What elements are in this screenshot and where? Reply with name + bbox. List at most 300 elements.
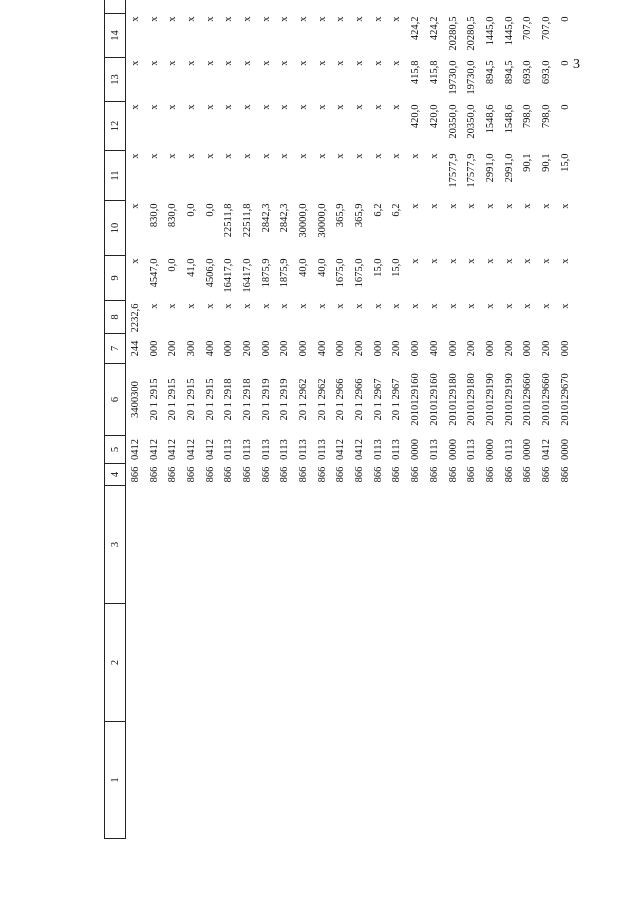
table-cell-col-15 bbox=[406, 0, 425, 14]
table-row bbox=[425, 0, 444, 839]
table-cell-col-1 bbox=[350, 722, 369, 839]
table-cell-col-1 bbox=[369, 722, 388, 839]
table-cell-col-1 bbox=[257, 722, 276, 839]
table-cell-col-5: 0113 bbox=[391, 439, 403, 460]
table-cell-col-14: x bbox=[223, 16, 235, 22]
table-body bbox=[126, 0, 575, 839]
table-cell-col-11: x bbox=[298, 153, 310, 159]
table-cell-col-5: 0113 bbox=[279, 439, 291, 460]
table-cell-col-8: x bbox=[540, 303, 552, 309]
table-cell-col-1 bbox=[182, 722, 201, 839]
table-cell-col-15 bbox=[163, 0, 182, 14]
table-cell-col-2 bbox=[369, 604, 388, 722]
table-cell-col-9: 15,0 bbox=[391, 258, 403, 277]
table-cell-col-2 bbox=[257, 604, 276, 722]
table-cell-col-9: 1875,9 bbox=[279, 258, 291, 288]
table-cell-col-4: 866 bbox=[167, 466, 179, 483]
table-cell-col-12: 1548,6 bbox=[484, 104, 496, 134]
table-cell-col-8: x bbox=[204, 303, 216, 309]
table-cell-col-15 bbox=[219, 0, 238, 14]
table-cell-col-10: 830,0 bbox=[148, 203, 160, 228]
rotated-table-container bbox=[104, 16, 574, 839]
table-cell-col-13: x bbox=[372, 60, 384, 66]
table-row bbox=[518, 0, 537, 839]
table-cell-col-7: 200 bbox=[167, 340, 179, 357]
table-cell-col-15 bbox=[257, 0, 276, 14]
table-cell-col-10: 365,9 bbox=[354, 203, 366, 228]
table-cell-col-14: 1445,0 bbox=[503, 16, 515, 46]
table-cell-col-12: x bbox=[391, 104, 403, 110]
table-cell-col-8: x bbox=[260, 303, 272, 309]
column-header-6: 6 bbox=[105, 364, 126, 436]
table-cell-col-15 bbox=[388, 0, 407, 14]
table-cell-col-7: 000 bbox=[447, 340, 459, 357]
table-cell-col-5: 0113 bbox=[260, 439, 272, 460]
table-cell-col-4: 866 bbox=[484, 466, 496, 483]
table-cell-col-11: x bbox=[316, 153, 328, 159]
table-cell-col-8: x bbox=[466, 303, 478, 309]
table-cell-col-14: x bbox=[241, 16, 253, 22]
table-cell-col-12: x bbox=[279, 104, 291, 110]
table-cell-col-1 bbox=[518, 722, 537, 839]
table-cell-col-5: 0113 bbox=[466, 439, 478, 460]
table-cell-col-6: 2010129660 bbox=[540, 373, 552, 426]
table-cell-col-11: 17577,9 bbox=[447, 153, 459, 188]
table-cell-col-14: x bbox=[279, 16, 291, 22]
table-cell-col-6: 20 1 2966 bbox=[354, 378, 366, 421]
table-cell-col-3 bbox=[350, 486, 369, 604]
table-cell-col-6: 3400300 bbox=[129, 381, 141, 418]
table-cell-col-1 bbox=[294, 722, 313, 839]
table-cell-col-4: 866 bbox=[129, 466, 141, 483]
table-cell-col-14: x bbox=[316, 16, 328, 22]
table-cell-col-13: x bbox=[223, 60, 235, 66]
table-cell-col-12: 1548,6 bbox=[503, 104, 515, 134]
table-cell-col-10: x bbox=[484, 203, 496, 209]
table-cell-col-1 bbox=[425, 722, 444, 839]
table-cell-col-13: x bbox=[167, 60, 179, 66]
table-cell-col-2 bbox=[294, 604, 313, 722]
table-cell-col-4: 866 bbox=[410, 466, 422, 483]
table-cell-col-14: x bbox=[185, 16, 197, 22]
table-cell-col-5: 0412 bbox=[204, 439, 216, 460]
table-cell-col-7: 000 bbox=[335, 340, 347, 357]
table-cell-col-8: x bbox=[522, 303, 534, 309]
table-cell-col-6: 20 1 2918 bbox=[223, 378, 235, 421]
table-cell-col-8: x bbox=[167, 303, 179, 309]
table-cell-col-4: 866 bbox=[391, 466, 403, 483]
table-cell-col-3 bbox=[332, 486, 351, 604]
table-cell-col-2 bbox=[462, 604, 481, 722]
table-cell-col-9: 41,0 bbox=[185, 258, 197, 277]
table-cell-col-4: 866 bbox=[185, 466, 197, 483]
table-cell-col-1 bbox=[500, 722, 519, 839]
table-cell-col-1 bbox=[238, 722, 257, 839]
table-row bbox=[537, 0, 556, 839]
table-cell-col-10: 0,0 bbox=[204, 203, 216, 217]
table-cell-col-13: 415,8 bbox=[410, 60, 422, 85]
table-cell-col-14: x bbox=[391, 16, 403, 22]
table-cell-col-2 bbox=[481, 604, 500, 722]
table-cell-col-5: 0113 bbox=[428, 439, 440, 460]
table-cell-col-3 bbox=[238, 486, 257, 604]
table-cell-col-15 bbox=[500, 0, 519, 14]
table-cell-col-13: x bbox=[316, 60, 328, 66]
table-cell-col-3 bbox=[257, 486, 276, 604]
table-cell-col-12: 20350,0 bbox=[447, 104, 459, 139]
table-cell-col-3 bbox=[406, 486, 425, 604]
table-cell-col-8: x bbox=[241, 303, 253, 309]
table-cell-col-6: 20 1 2967 bbox=[372, 378, 384, 421]
table-cell-col-7: 200 bbox=[466, 340, 478, 357]
column-header-7: 7 bbox=[105, 334, 126, 364]
table-cell-col-2 bbox=[145, 604, 164, 722]
table-cell-col-1 bbox=[332, 722, 351, 839]
table-row bbox=[332, 0, 351, 839]
table-cell-col-1 bbox=[462, 722, 481, 839]
table-cell-col-11: 90,1 bbox=[522, 153, 534, 172]
table-cell-col-9: x bbox=[503, 258, 515, 264]
table-row bbox=[294, 0, 313, 839]
column-header-2: 2 bbox=[105, 604, 126, 722]
table-cell-col-13: x bbox=[148, 60, 160, 66]
table-cell-col-9: x bbox=[559, 258, 571, 264]
table-row bbox=[145, 0, 164, 839]
table-cell-col-14: 20280,5 bbox=[447, 16, 459, 51]
table-cell-col-8: x bbox=[391, 303, 403, 309]
table-cell-col-1 bbox=[219, 722, 238, 839]
table-cell-col-7: 400 bbox=[316, 340, 328, 357]
table-cell-col-14: x bbox=[335, 16, 347, 22]
table-cell-col-10: x bbox=[522, 203, 534, 209]
table-cell-col-2 bbox=[182, 604, 201, 722]
table-cell-col-14: x bbox=[354, 16, 366, 22]
table-cell-col-15 bbox=[444, 0, 463, 14]
table-cell-col-3 bbox=[219, 486, 238, 604]
table-cell-col-10: x bbox=[540, 203, 552, 209]
table-cell-col-7: 400 bbox=[428, 340, 440, 357]
table-cell-col-13: x bbox=[241, 60, 253, 66]
table-cell-col-11: x bbox=[241, 153, 253, 159]
table-cell-col-10: x bbox=[559, 203, 571, 209]
table-cell-col-13: x bbox=[279, 60, 291, 66]
table-cell-col-12: x bbox=[298, 104, 310, 110]
table-cell-col-8: x bbox=[354, 303, 366, 309]
table-cell-col-12: x bbox=[316, 104, 328, 110]
table-cell-col-12: x bbox=[223, 104, 235, 110]
table-cell-col-10: 6,2 bbox=[372, 203, 384, 217]
table-cell-col-14: 1445,0 bbox=[484, 16, 496, 46]
table-cell-col-9: x bbox=[428, 258, 440, 264]
table-cell-col-15 bbox=[145, 0, 164, 14]
table-cell-col-7: 000 bbox=[260, 340, 272, 357]
table-cell-col-5: 0113 bbox=[316, 439, 328, 460]
table-cell-col-11: x bbox=[391, 153, 403, 159]
table-cell-col-6: 2010129180 bbox=[447, 373, 459, 426]
table-cell-col-3 bbox=[388, 486, 407, 604]
table-cell-col-6: 20 1 2962 bbox=[298, 378, 310, 421]
table-cell-col-11: x bbox=[204, 153, 216, 159]
table-cell-col-13: 415,8 bbox=[428, 60, 440, 85]
table-cell-col-8: x bbox=[372, 303, 384, 309]
table-row bbox=[313, 0, 332, 839]
table-cell-col-8: 2232,6 bbox=[129, 303, 141, 333]
table-row bbox=[219, 0, 238, 839]
table-cell-col-3 bbox=[556, 486, 575, 604]
table-cell-col-3 bbox=[444, 486, 463, 604]
table-cell-col-13: 19730,0 bbox=[447, 60, 459, 95]
column-header-14: 14 bbox=[105, 14, 126, 58]
table-cell-col-12: 20350,0 bbox=[466, 104, 478, 139]
table-cell-col-9: x bbox=[129, 258, 141, 264]
table-cell-col-2 bbox=[163, 604, 182, 722]
table-cell-col-11: x bbox=[167, 153, 179, 159]
table-cell-col-2 bbox=[556, 604, 575, 722]
table-cell-col-1 bbox=[537, 722, 556, 839]
table-cell-col-4: 866 bbox=[447, 466, 459, 483]
table-cell-col-15 bbox=[126, 0, 145, 14]
table-cell-col-7: 000 bbox=[484, 340, 496, 357]
table-cell-col-6: 20 1 2915 bbox=[148, 378, 160, 421]
table-cell-col-12: 798,0 bbox=[522, 104, 534, 129]
table-cell-col-15 bbox=[350, 0, 369, 14]
table-cell-col-11: x bbox=[372, 153, 384, 159]
table-cell-col-9: x bbox=[410, 258, 422, 264]
table-row bbox=[388, 0, 407, 839]
table-cell-col-12: x bbox=[260, 104, 272, 110]
table-cell-col-1 bbox=[388, 722, 407, 839]
table-cell-col-14: 707,0 bbox=[540, 16, 552, 41]
table-cell-col-11: x bbox=[410, 153, 422, 159]
table-cell-col-13: 894,5 bbox=[503, 60, 515, 85]
table-cell-col-15 bbox=[556, 0, 575, 14]
table-cell-col-10: x bbox=[428, 203, 440, 209]
table-cell-col-11: x bbox=[335, 153, 347, 159]
table-cell-col-3 bbox=[163, 486, 182, 604]
table-cell-col-12: x bbox=[372, 104, 384, 110]
page-number: 3 bbox=[573, 57, 580, 72]
table-cell-col-3 bbox=[313, 486, 332, 604]
table-cell-col-3 bbox=[201, 486, 220, 604]
table-cell-col-8: x bbox=[298, 303, 310, 309]
table-cell-col-4: 866 bbox=[279, 466, 291, 483]
column-header-12: 12 bbox=[105, 102, 126, 151]
table-cell-col-11: 17577,9 bbox=[466, 153, 478, 188]
table-cell-col-6: 20 1 2966 bbox=[335, 378, 347, 421]
table-cell-col-9: 16417,0 bbox=[223, 258, 235, 293]
table-cell-col-6: 20 1 2915 bbox=[185, 378, 197, 421]
table-cell-col-15 bbox=[425, 0, 444, 14]
table-cell-col-8: x bbox=[223, 303, 235, 309]
column-header-15 bbox=[105, 0, 126, 14]
table-cell-col-13: 19730,0 bbox=[466, 60, 478, 95]
column-header-10: 10 bbox=[105, 201, 126, 256]
table-cell-col-14: 20280,5 bbox=[466, 16, 478, 51]
table-cell-col-9: 40,0 bbox=[298, 258, 310, 277]
table-cell-col-4: 866 bbox=[428, 466, 440, 483]
table-cell-col-8: x bbox=[316, 303, 328, 309]
table-cell-col-2 bbox=[350, 604, 369, 722]
column-header-11: 11 bbox=[105, 151, 126, 201]
table-cell-col-12: 420,0 bbox=[428, 104, 440, 129]
table-cell-col-12: x bbox=[185, 104, 197, 110]
table-cell-col-14: x bbox=[260, 16, 272, 22]
table-cell-col-7: 200 bbox=[241, 340, 253, 357]
table-cell-col-2 bbox=[518, 604, 537, 722]
table-cell-col-9: x bbox=[540, 258, 552, 264]
table-cell-col-9: 1675,0 bbox=[354, 258, 366, 288]
table-cell-col-9: 4506,0 bbox=[204, 258, 216, 288]
table-cell-col-3 bbox=[518, 486, 537, 604]
table-cell-col-5: 0113 bbox=[372, 439, 384, 460]
table-cell-col-9: 40,0 bbox=[316, 258, 328, 277]
table-cell-col-12: 798,0 bbox=[540, 104, 552, 129]
table-cell-col-7: 200 bbox=[503, 340, 515, 357]
table-cell-col-7: 000 bbox=[410, 340, 422, 357]
column-header-13: 13 bbox=[105, 58, 126, 102]
table-cell-col-7: 000 bbox=[522, 340, 534, 357]
table-cell-col-8: x bbox=[503, 303, 515, 309]
table-cell-col-1 bbox=[444, 722, 463, 839]
table-cell-col-4: 866 bbox=[335, 466, 347, 483]
table-cell-col-13: x bbox=[391, 60, 403, 66]
table-cell-col-4: 866 bbox=[298, 466, 310, 483]
table-cell-col-5: 0000 bbox=[522, 439, 534, 460]
table-cell-col-13: x bbox=[204, 60, 216, 66]
table-cell-col-4: 866 bbox=[148, 466, 160, 483]
table-row bbox=[201, 0, 220, 839]
table-cell-col-4: 866 bbox=[522, 466, 534, 483]
table-cell-col-5: 0113 bbox=[223, 439, 235, 460]
table-cell-col-2 bbox=[276, 604, 295, 722]
table-cell-col-9: 0,0 bbox=[167, 258, 179, 272]
table-cell-col-7: 000 bbox=[372, 340, 384, 357]
table-cell-col-15 bbox=[537, 0, 556, 14]
table-row bbox=[481, 0, 500, 839]
table-cell-col-9: x bbox=[447, 258, 459, 264]
table-cell-col-14: x bbox=[204, 16, 216, 22]
table-row bbox=[350, 0, 369, 839]
table-cell-col-2 bbox=[201, 604, 220, 722]
table-cell-col-9: 1875,9 bbox=[260, 258, 272, 288]
table-cell-col-3 bbox=[182, 486, 201, 604]
table-cell-col-3 bbox=[481, 486, 500, 604]
table-cell-col-4: 866 bbox=[260, 466, 272, 483]
table-cell-col-13: x bbox=[129, 60, 141, 66]
table-cell-col-7: 300 bbox=[185, 340, 197, 357]
table-cell-col-2 bbox=[126, 604, 145, 722]
table-cell-col-7: 000 bbox=[298, 340, 310, 357]
table-cell-col-10: 2842,3 bbox=[260, 203, 272, 233]
table-cell-col-4: 866 bbox=[372, 466, 384, 483]
table-cell-col-3 bbox=[500, 486, 519, 604]
table-cell-col-5: 0412 bbox=[185, 439, 197, 460]
table-cell-col-10: 830,0 bbox=[167, 203, 179, 228]
table-cell-col-4: 866 bbox=[204, 466, 216, 483]
table-cell-col-12: x bbox=[204, 104, 216, 110]
table-cell-col-2 bbox=[444, 604, 463, 722]
column-header-4: 4 bbox=[105, 464, 126, 486]
table-cell-col-6: 20 1 2915 bbox=[204, 378, 216, 421]
table-cell-col-2 bbox=[537, 604, 556, 722]
table-cell-col-2 bbox=[388, 604, 407, 722]
table-cell-col-6: 2010129190 bbox=[484, 373, 496, 426]
table-cell-col-15 bbox=[369, 0, 388, 14]
table-cell-col-15 bbox=[332, 0, 351, 14]
table-cell-col-10: 0,0 bbox=[185, 203, 197, 217]
table-cell-col-6: 20 1 2915 bbox=[167, 378, 179, 421]
table-cell-col-10: x bbox=[466, 203, 478, 209]
table-cell-col-11: x bbox=[279, 153, 291, 159]
table-cell-col-1 bbox=[145, 722, 164, 839]
table-row bbox=[462, 0, 481, 839]
table-cell-col-12: 0 bbox=[559, 104, 571, 110]
table-row bbox=[500, 0, 519, 839]
table-cell-col-4: 866 bbox=[540, 466, 552, 483]
table-cell-col-11: 2991,0 bbox=[484, 153, 496, 183]
table-cell-col-1 bbox=[313, 722, 332, 839]
table-cell-col-8: x bbox=[335, 303, 347, 309]
table-cell-col-2 bbox=[332, 604, 351, 722]
table-row bbox=[444, 0, 463, 839]
table-cell-col-4: 866 bbox=[559, 466, 571, 483]
table-cell-col-5: 0412 bbox=[148, 439, 160, 460]
table-cell-col-10: x bbox=[410, 203, 422, 209]
table-cell-col-11: 2991,0 bbox=[503, 153, 515, 183]
table-cell-col-4: 866 bbox=[316, 466, 328, 483]
table-cell-col-8: x bbox=[148, 303, 160, 309]
table-cell-col-1 bbox=[481, 722, 500, 839]
table-cell-col-15 bbox=[276, 0, 295, 14]
table-cell-col-9: x bbox=[522, 258, 534, 264]
table-cell-col-14: 0 bbox=[559, 16, 571, 22]
table-cell-col-6: 2010129180 bbox=[466, 373, 478, 426]
table-cell-col-5: 0113 bbox=[298, 439, 310, 460]
table-cell-col-8: x bbox=[185, 303, 197, 309]
table-cell-col-8: x bbox=[279, 303, 291, 309]
table-cell-col-1 bbox=[406, 722, 425, 839]
table-row bbox=[238, 0, 257, 839]
table-cell-col-15 bbox=[238, 0, 257, 14]
table-cell-col-9: 1675,0 bbox=[335, 258, 347, 288]
table-cell-col-12: x bbox=[167, 104, 179, 110]
table-cell-col-7: 000 bbox=[148, 340, 160, 357]
column-header-3: 3 bbox=[105, 486, 126, 604]
table-cell-col-2 bbox=[238, 604, 257, 722]
table-cell-col-10: 30000,0 bbox=[316, 203, 328, 238]
table-cell-col-9: 4547,0 bbox=[148, 258, 160, 288]
table-cell-col-14: x bbox=[372, 16, 384, 22]
table-cell-col-7: 200 bbox=[279, 340, 291, 357]
table-cell-col-2 bbox=[500, 604, 519, 722]
table-cell-col-9: x bbox=[466, 258, 478, 264]
table-cell-col-5: 0000 bbox=[410, 439, 422, 460]
table-cell-col-14: 424,2 bbox=[410, 16, 422, 41]
table-cell-col-13: 693,0 bbox=[522, 60, 534, 85]
table-cell-col-4: 866 bbox=[241, 466, 253, 483]
table-row bbox=[182, 0, 201, 839]
table-cell-col-10: 22511,8 bbox=[241, 203, 253, 238]
table-cell-col-6: 2010129670 bbox=[559, 373, 571, 426]
table-cell-col-2 bbox=[425, 604, 444, 722]
table-cell-col-12: x bbox=[241, 104, 253, 110]
table-cell-col-6: 2010129660 bbox=[522, 373, 534, 426]
table-cell-col-11: x bbox=[260, 153, 272, 159]
table-cell-col-6: 2010129160 bbox=[428, 373, 440, 426]
table-cell-col-13: 0 bbox=[559, 60, 571, 66]
table-cell-col-11: x bbox=[354, 153, 366, 159]
table-cell-col-15 bbox=[294, 0, 313, 14]
